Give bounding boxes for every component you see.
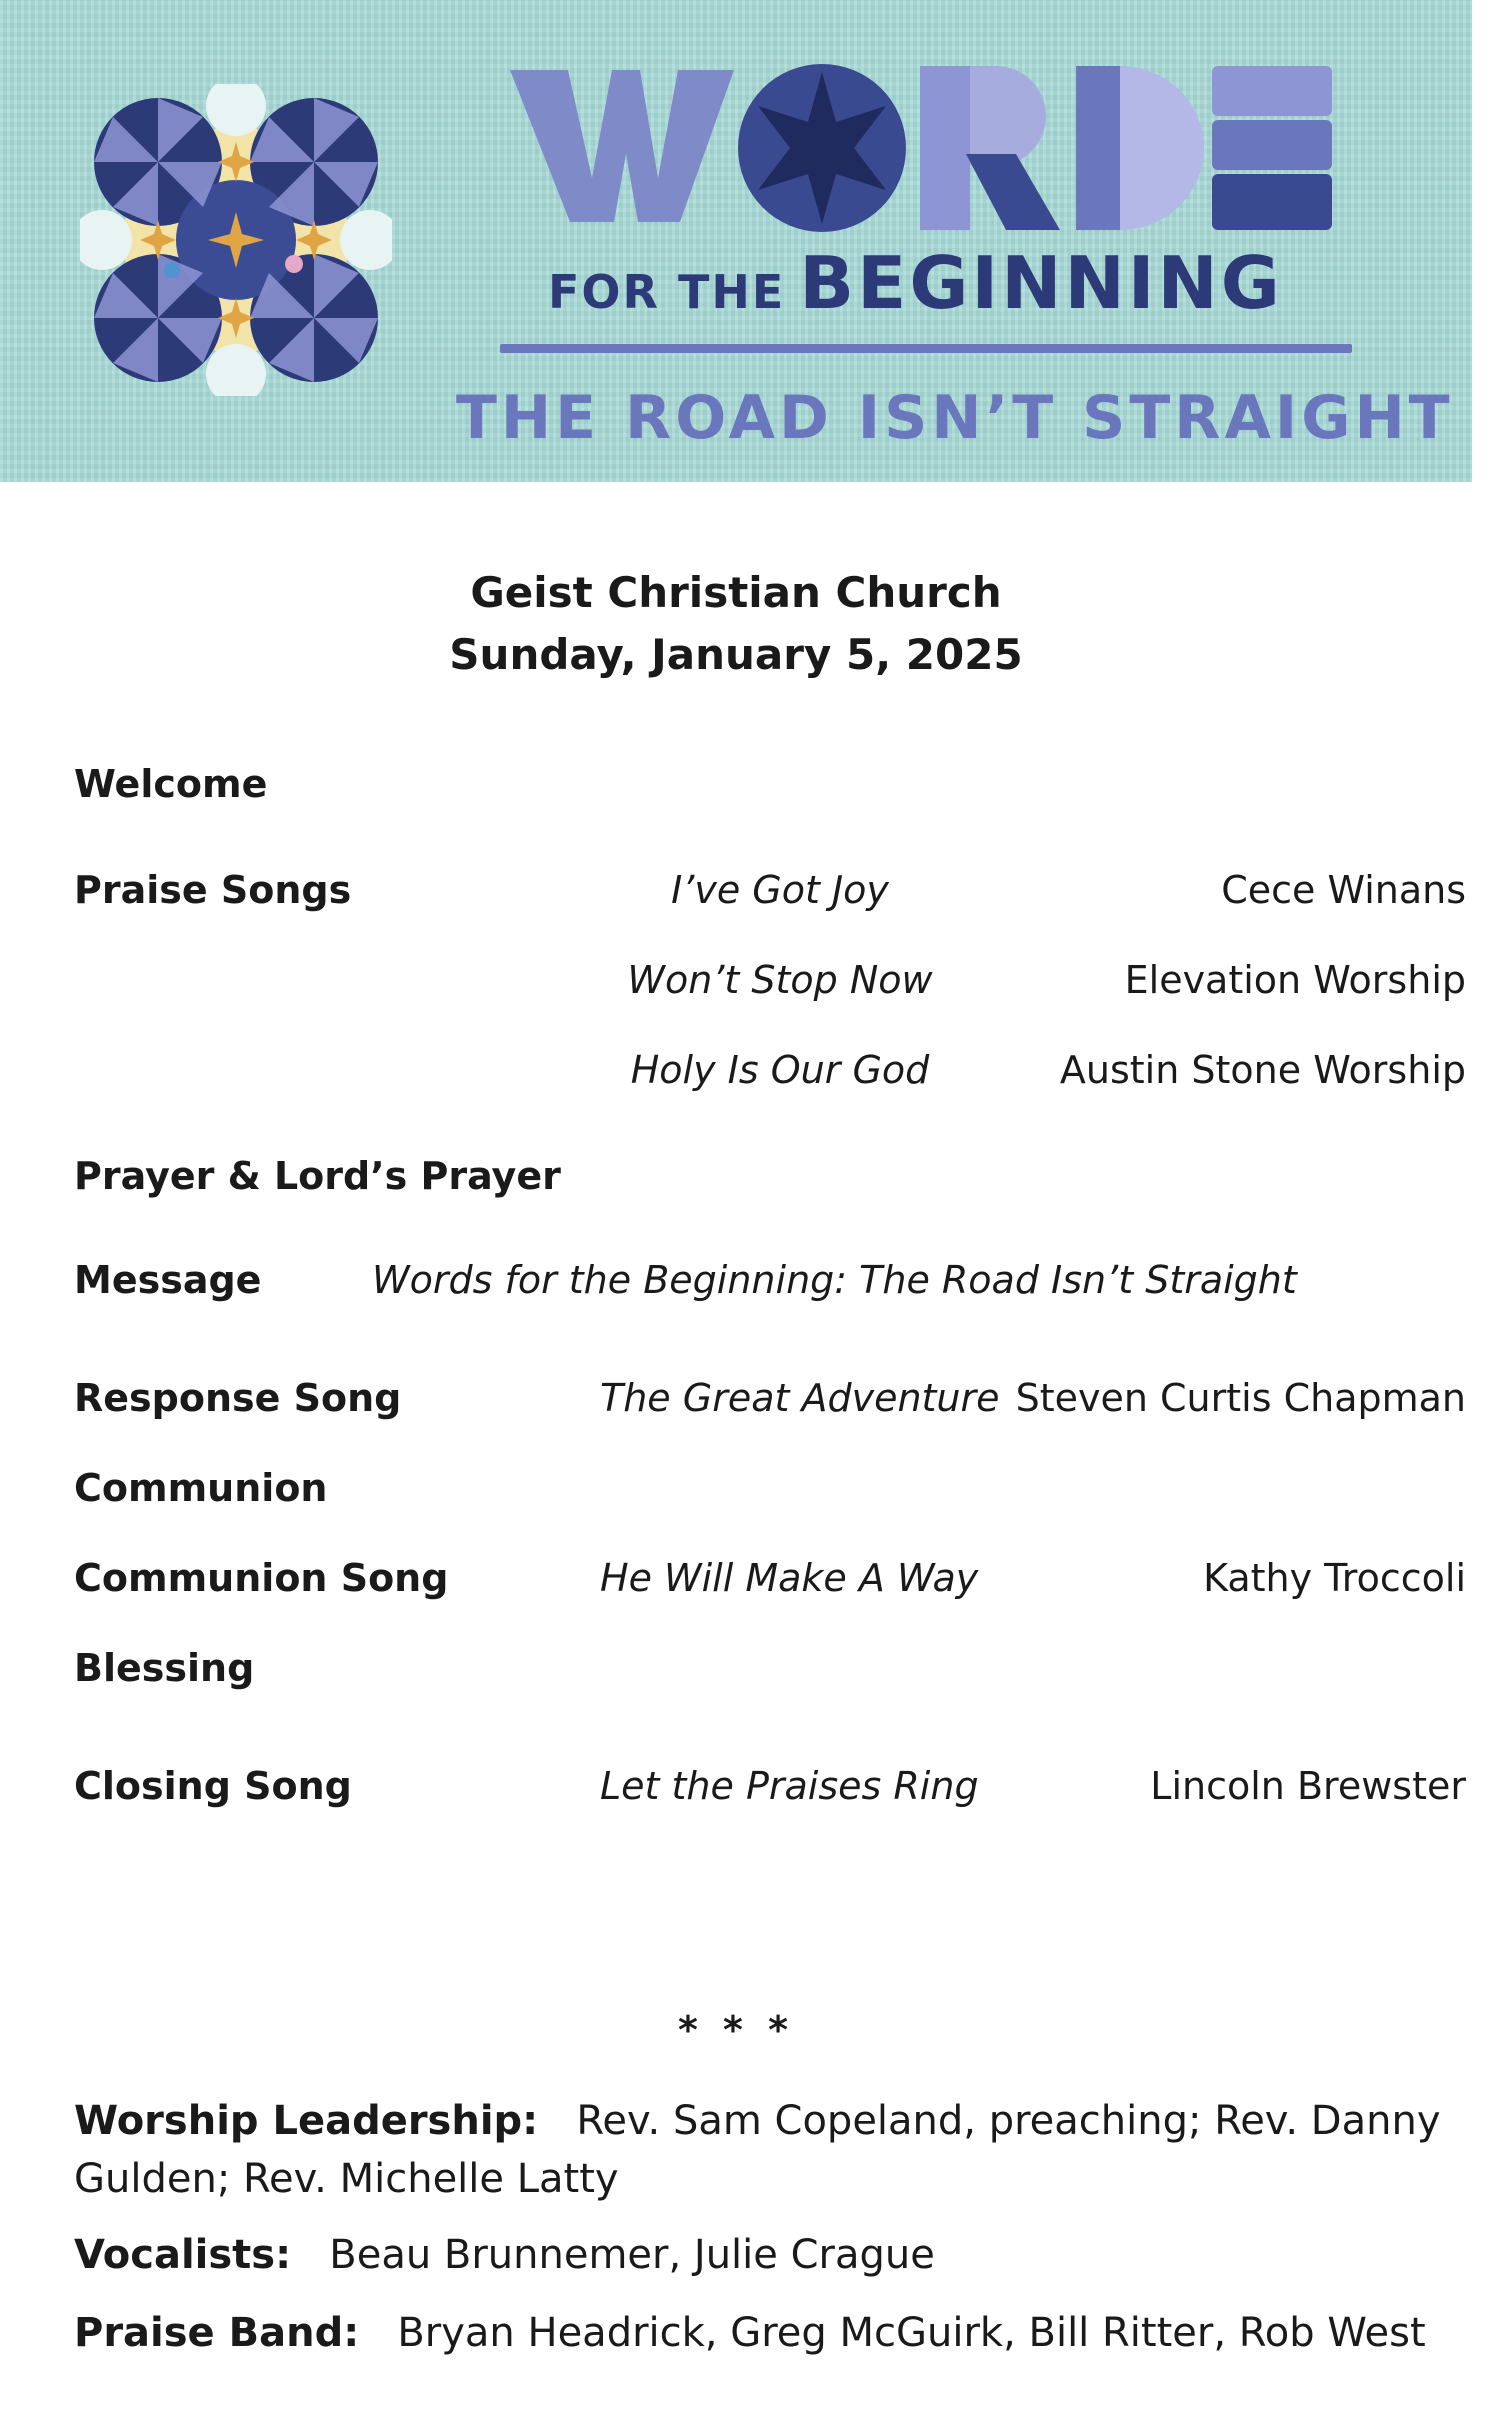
communion-label: Communion (74, 1466, 328, 1510)
closing-song-label: Closing Song (74, 1764, 352, 1808)
for-the-beginning (548, 243, 1283, 323)
band-value: Bryan Headrick, Greg McGuirk, Bill Ritter, Rob West (397, 2310, 1426, 2356)
for-the-text: FOR THE (548, 265, 786, 319)
response-song-label: Response Song (74, 1376, 402, 1420)
praise-song-3-title: Holy Is Our God (630, 1048, 930, 1092)
banner-divider (500, 344, 1352, 353)
church-name: Geist Christian Church (470, 568, 1002, 617)
prayer-label: Prayer & Lord’s Prayer (74, 1154, 561, 1198)
communion-song-label: Communion Song (74, 1556, 449, 1600)
praise-song-1-title: I’ve Got Joy (671, 868, 889, 912)
message-title: Words for the Beginning: The Road Isn’t Straight (372, 1258, 1297, 1302)
welcome-label: Welcome (74, 762, 268, 806)
closing-song-title: Let the Praises Ring (600, 1764, 979, 1808)
leadership-value: Rev. Sam Copeland, preaching; Rev. Danny Gulden; Rev. Michelle Latty (74, 2098, 1441, 2202)
beginning-text: BEGINNING (799, 241, 1283, 325)
blessing-label: Blessing (74, 1646, 255, 1690)
praise-band (74, 2304, 1474, 2362)
praise-songs-label: Praise Songs (74, 868, 352, 912)
message-label: Message (74, 1258, 262, 1302)
vocalists-value: Beau Brunnemer, Julie Crague (329, 2232, 935, 2278)
service-date: Sunday, January 5, 2025 (449, 630, 1023, 679)
section-divider: * * * (677, 2008, 795, 2052)
closing-song-artist: Lincoln Brewster (1150, 1764, 1466, 1808)
header-banner (0, 0, 1472, 482)
worship-leadership (74, 2092, 1474, 2208)
communion-song-title: He Will Make A Way (600, 1556, 979, 1600)
praise-song-2-artist: Elevation Worship (1124, 958, 1466, 1002)
band-label: Praise Band: (74, 2310, 360, 2356)
leadership-label: Worship Leadership: (74, 2098, 539, 2144)
vocalists (74, 2226, 1474, 2284)
response-song-artist: Steven Curtis Chapman (1015, 1376, 1466, 1420)
words-title (510, 58, 1340, 234)
praise-song-3-artist: Austin Stone Worship (1059, 1048, 1466, 1092)
praise-song-1-artist: Cece Winans (1221, 868, 1466, 912)
response-song-title: The Great Adventure (600, 1376, 1000, 1420)
communion-song-artist: Kathy Troccoli (1203, 1556, 1466, 1600)
praise-song-2-title: Won’t Stop Now (627, 958, 933, 1002)
quilt-logo (80, 84, 392, 396)
road-subtitle: THE ROAD ISN’T STRAIGHT (456, 383, 1454, 453)
vocalists-label: Vocalists: (74, 2232, 292, 2278)
